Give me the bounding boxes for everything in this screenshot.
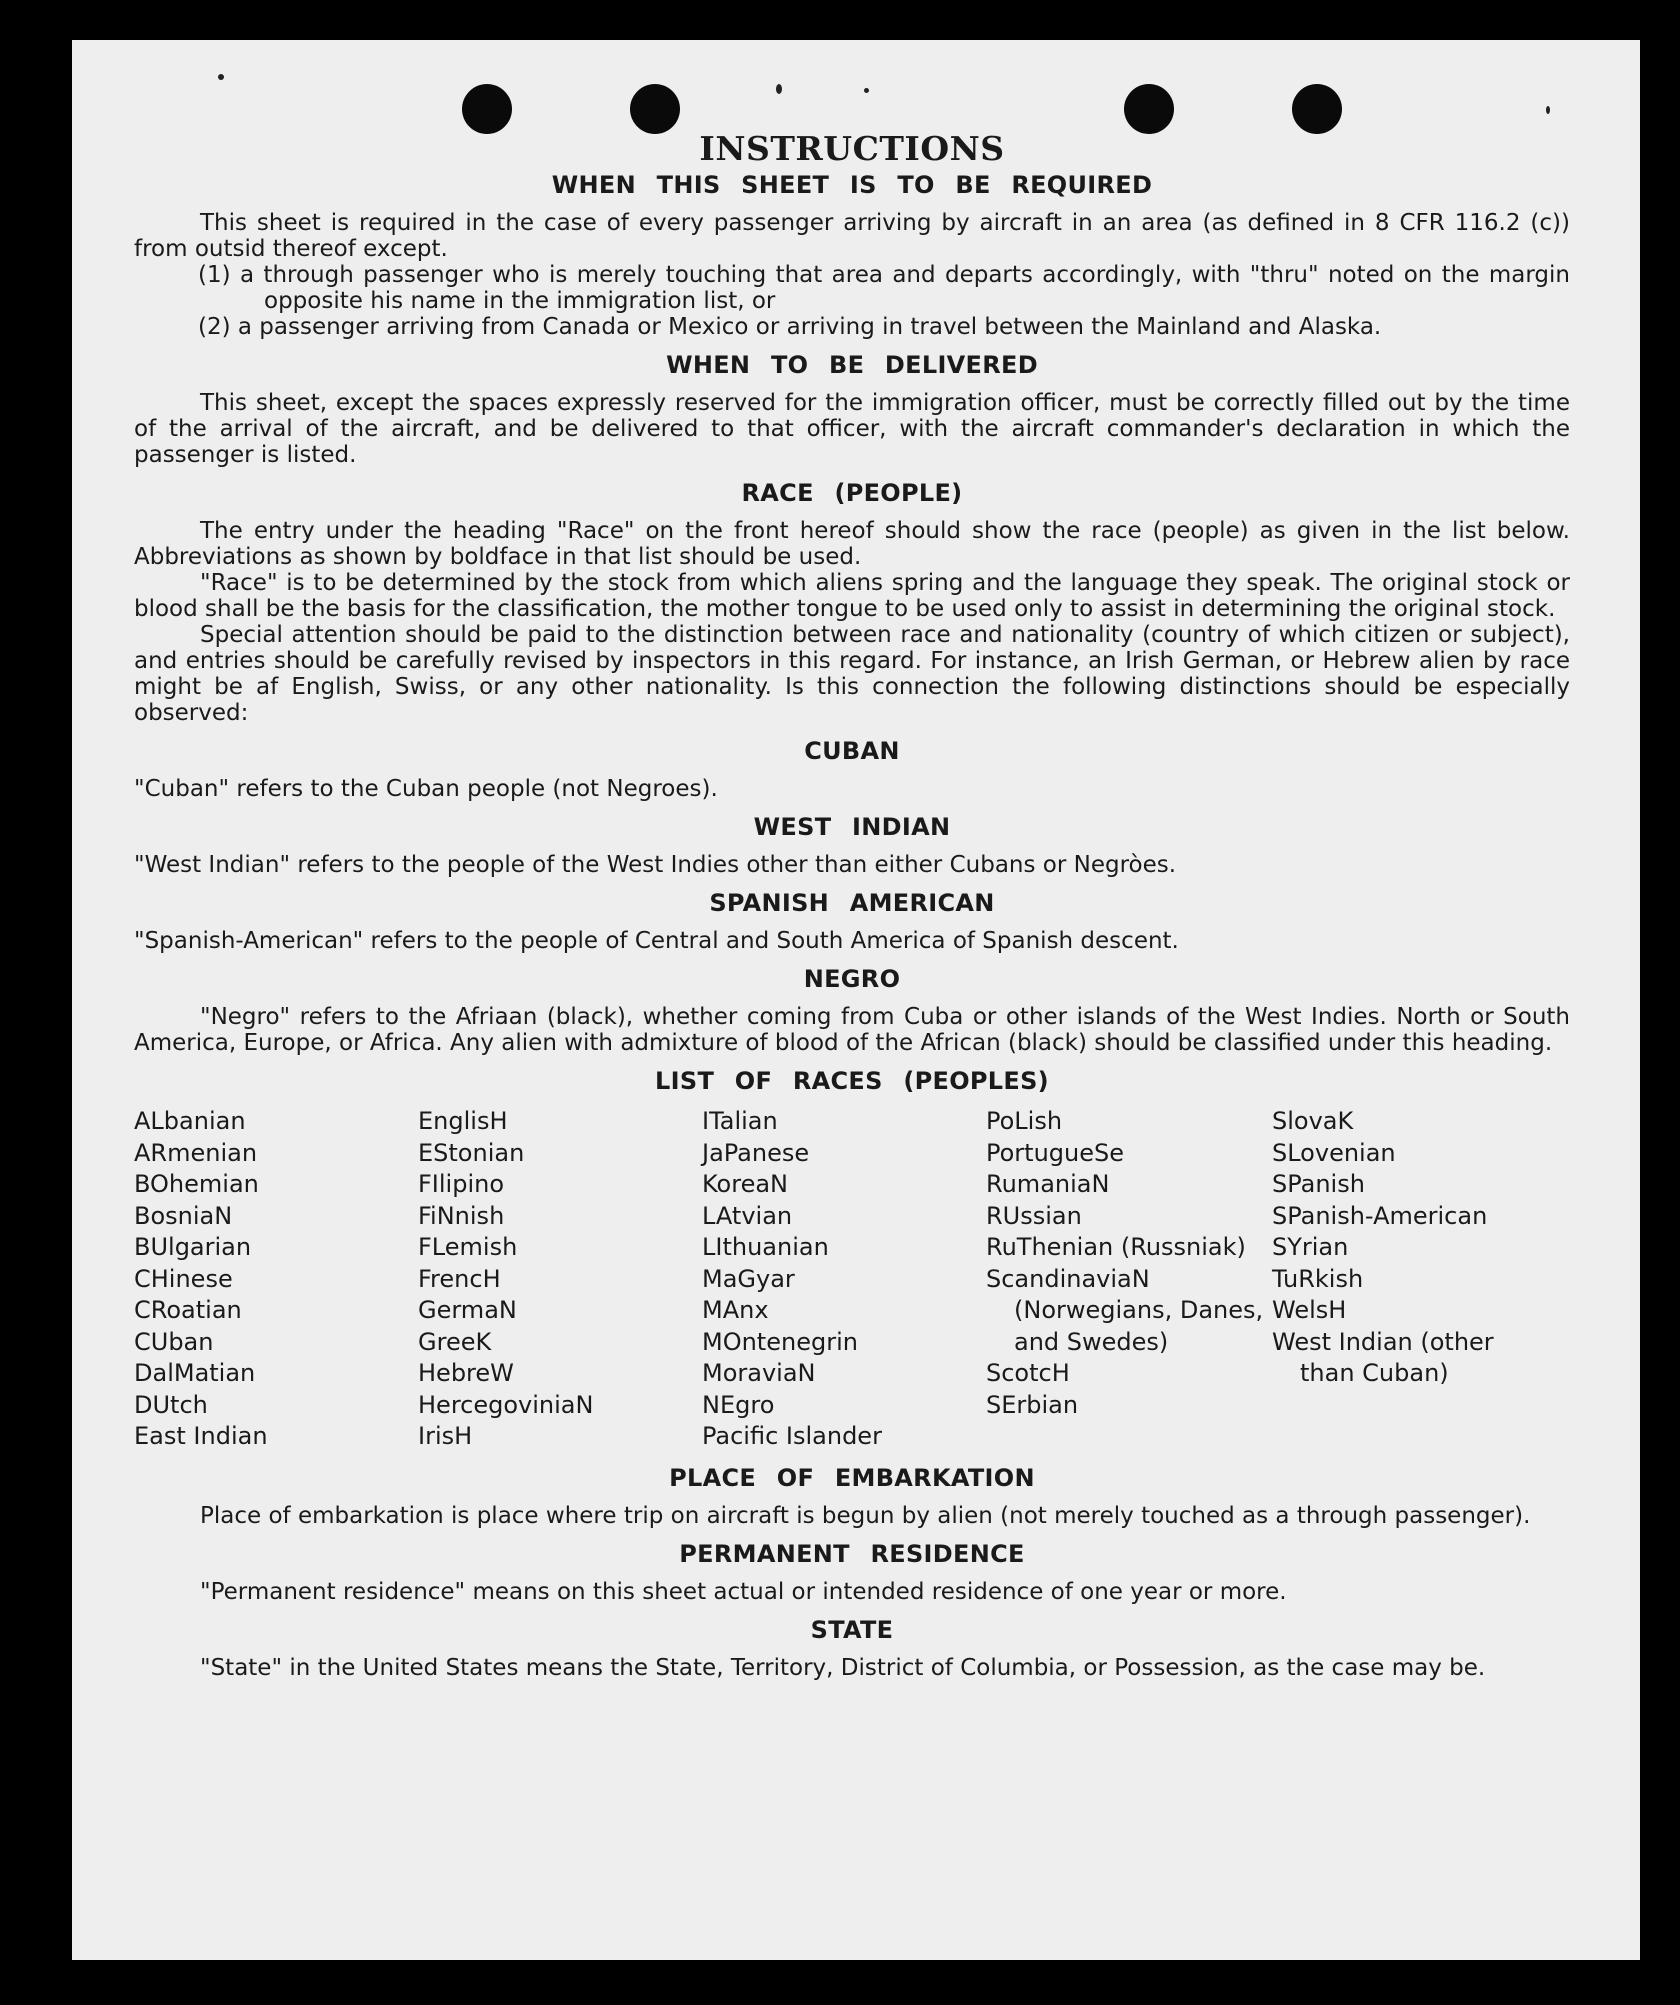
section-heading: SPANISH AMERICAN — [709, 889, 995, 917]
race-item: RumaniaN — [986, 1170, 1110, 1198]
document-page — [72, 40, 1640, 1960]
race-item: SLovenian — [1272, 1138, 1396, 1167]
section-heading: WHEN TO BE DELIVERED — [666, 351, 1038, 379]
paragraph: "Race" is to be determined by the stock from which aliens spring and the language they speak. The original stock or blood shall be the basis for the classification, the mother tongue to be used only to assist in determining the original stock. — [134, 570, 1570, 622]
race-item: MAnx — [702, 1296, 769, 1324]
section-heading: PLACE OF EMBARKATION — [669, 1463, 1035, 1492]
race-item: DUtch — [134, 1390, 208, 1419]
section-heading: CUBAN — [804, 737, 900, 765]
punch-hole — [462, 84, 512, 134]
section-heading: NEGRO — [803, 965, 901, 993]
race-item: GermaN — [418, 1296, 517, 1324]
paragraph: "State" in the United States means the State, Territory, District of Columbia, or Possession, as the case may be. — [200, 1654, 1486, 1681]
race-item: BUlgarian — [134, 1233, 252, 1261]
race-item: PoLish — [986, 1107, 1063, 1135]
race-item: LAtvian — [702, 1201, 793, 1230]
race-item: BosniaN — [134, 1201, 233, 1230]
race-item: SlovaK — [1272, 1107, 1354, 1135]
race-item: ScandinaviaN (Norwegians, Danes, and Swedes) — [986, 1264, 1264, 1356]
punch-hole — [1124, 84, 1174, 134]
race-list — [134, 1106, 1570, 1453]
paragraph: This sheet, except the spaces expressly reserved for the immigration officer, must be correctly filled out by the time of the arrival of the aircraft, and be delivered to that officer, with the aircraft commander's declaration in which the passenger is listed. — [134, 390, 1570, 468]
race-item: East Indian — [134, 1422, 268, 1450]
race-item: CHinese — [134, 1264, 233, 1293]
race-item: BOhemian — [134, 1170, 259, 1198]
race-item: DalMatian — [134, 1359, 256, 1387]
list-item: (1) a through passenger who is merely touching that area and departs accordingly, with "thru" noted on the margin opposite his name in the immigration list, or — [198, 262, 1570, 314]
race-item: ScotcH — [986, 1359, 1070, 1387]
race-item: FLemish — [418, 1233, 518, 1261]
speck — [1546, 106, 1550, 114]
race-item: RUssian — [986, 1201, 1082, 1230]
race-item: KoreaN — [702, 1170, 788, 1198]
race-item: NEgro — [702, 1390, 775, 1419]
race-item: CUban — [134, 1327, 214, 1356]
race-item: FrencH — [418, 1264, 501, 1293]
race-item: EStonian — [418, 1138, 525, 1167]
race-item: Pacific Islander — [702, 1422, 882, 1450]
punch-hole — [1292, 84, 1342, 134]
speck — [864, 88, 869, 93]
race-item: FiNnish — [418, 1201, 505, 1230]
race-item: ARmenian — [134, 1138, 258, 1167]
race-column — [986, 1106, 1272, 1453]
instructions-content — [134, 129, 1570, 1681]
race-item: SErbian — [986, 1390, 1079, 1419]
paragraph: Place of embarkation is place where trip on aircraft is begun by alien (not merely touched as a through passenger). — [200, 1502, 1531, 1529]
race-item: MoraviaN — [702, 1359, 816, 1387]
speck — [218, 74, 224, 80]
race-item: FIlipino — [418, 1170, 505, 1198]
section-heading: WHEN THIS SHEET IS TO BE REQUIRED — [551, 171, 1153, 199]
race-column — [418, 1106, 702, 1453]
race-column — [134, 1106, 418, 1453]
paragraph: This sheet is required in the case of every passenger arriving by aircraft in an area (as defined in 8 CFR 116.2 (c)) from outsid thereof except. — [134, 210, 1570, 262]
section-heading: PERMANENT RESIDENCE — [679, 1539, 1025, 1568]
race-column — [1272, 1106, 1532, 1453]
race-column — [702, 1106, 986, 1453]
race-item: MaGyar — [702, 1264, 795, 1293]
race-item: LIthuanian — [702, 1233, 829, 1261]
race-item: HebreW — [418, 1359, 514, 1387]
section-heading: WEST INDIAN — [753, 813, 951, 841]
race-item: SYrian — [1272, 1233, 1349, 1261]
section-heading: RACE (PEOPLE) — [741, 479, 963, 507]
race-item: TuRkish — [1272, 1264, 1364, 1293]
race-item: WelsH — [1272, 1296, 1347, 1324]
race-item: RuThenian (Russniak) — [986, 1233, 1246, 1261]
paragraph: "Spanish-American" refers to the people of Central and South America of Spanish descent. — [134, 928, 1179, 954]
race-item: SPanish-American — [1272, 1201, 1488, 1230]
list-item: (2) a passenger arriving from Canada or Mexico or arriving in travel between the Mainland and Alaska. — [198, 314, 1382, 340]
paragraph: Special attention should be paid to the distinction between race and nationality (country of which citizen or subject), and entries should be carefully revised by inspectors in this regard. For instance, an Irish German, or Hebrew alien by race might be af English, Swiss, or any other nationality. Is this connection the following distinctions should be especially observed: — [134, 622, 1570, 726]
race-item: PortugueSe — [986, 1138, 1124, 1167]
paragraph: "Cuban" refers to the Cuban people (not Negroes). — [134, 776, 718, 802]
section-heading: STATE — [810, 1615, 894, 1644]
race-item: ALbanian — [134, 1107, 246, 1135]
section-heading: LIST OF RACES (PEOPLES) — [655, 1067, 1049, 1095]
speck — [776, 84, 782, 94]
race-item: West Indian (other than Cuban) — [1272, 1327, 1494, 1387]
race-item: HercegoviniaN — [418, 1390, 594, 1419]
race-item: EnglisH — [418, 1107, 508, 1135]
paragraph: "West Indian" refers to the people of the West Indies other than either Cubans or Negròes. — [134, 852, 1177, 878]
race-item: IrisH — [418, 1422, 473, 1450]
paragraph: The entry under the heading "Race" on the front hereof should show the race (people) as given in the list below. Abbreviations as shown by boldface in that list should be used. — [134, 518, 1570, 570]
race-item: ITalian — [702, 1107, 778, 1135]
page-title: INSTRUCTIONS — [699, 129, 1005, 168]
paragraph: "Permanent residence" means on this sheet actual or intended residence of one year or more. — [200, 1578, 1287, 1605]
race-item: JaPanese — [702, 1138, 810, 1167]
punch-hole — [630, 84, 680, 134]
race-item: GreeK — [418, 1327, 492, 1356]
race-item: SPanish — [1272, 1170, 1365, 1198]
race-item: CRoatian — [134, 1296, 242, 1324]
race-item: MOntenegrin — [702, 1327, 858, 1356]
paragraph: "Negro" refers to the Afriaan (black), whether coming from Cuba or other islands of the West Indies. North or South America, Europe, or Africa. Any alien with admixture of blood of the African (black) should be classified under this heading. — [134, 1004, 1570, 1056]
